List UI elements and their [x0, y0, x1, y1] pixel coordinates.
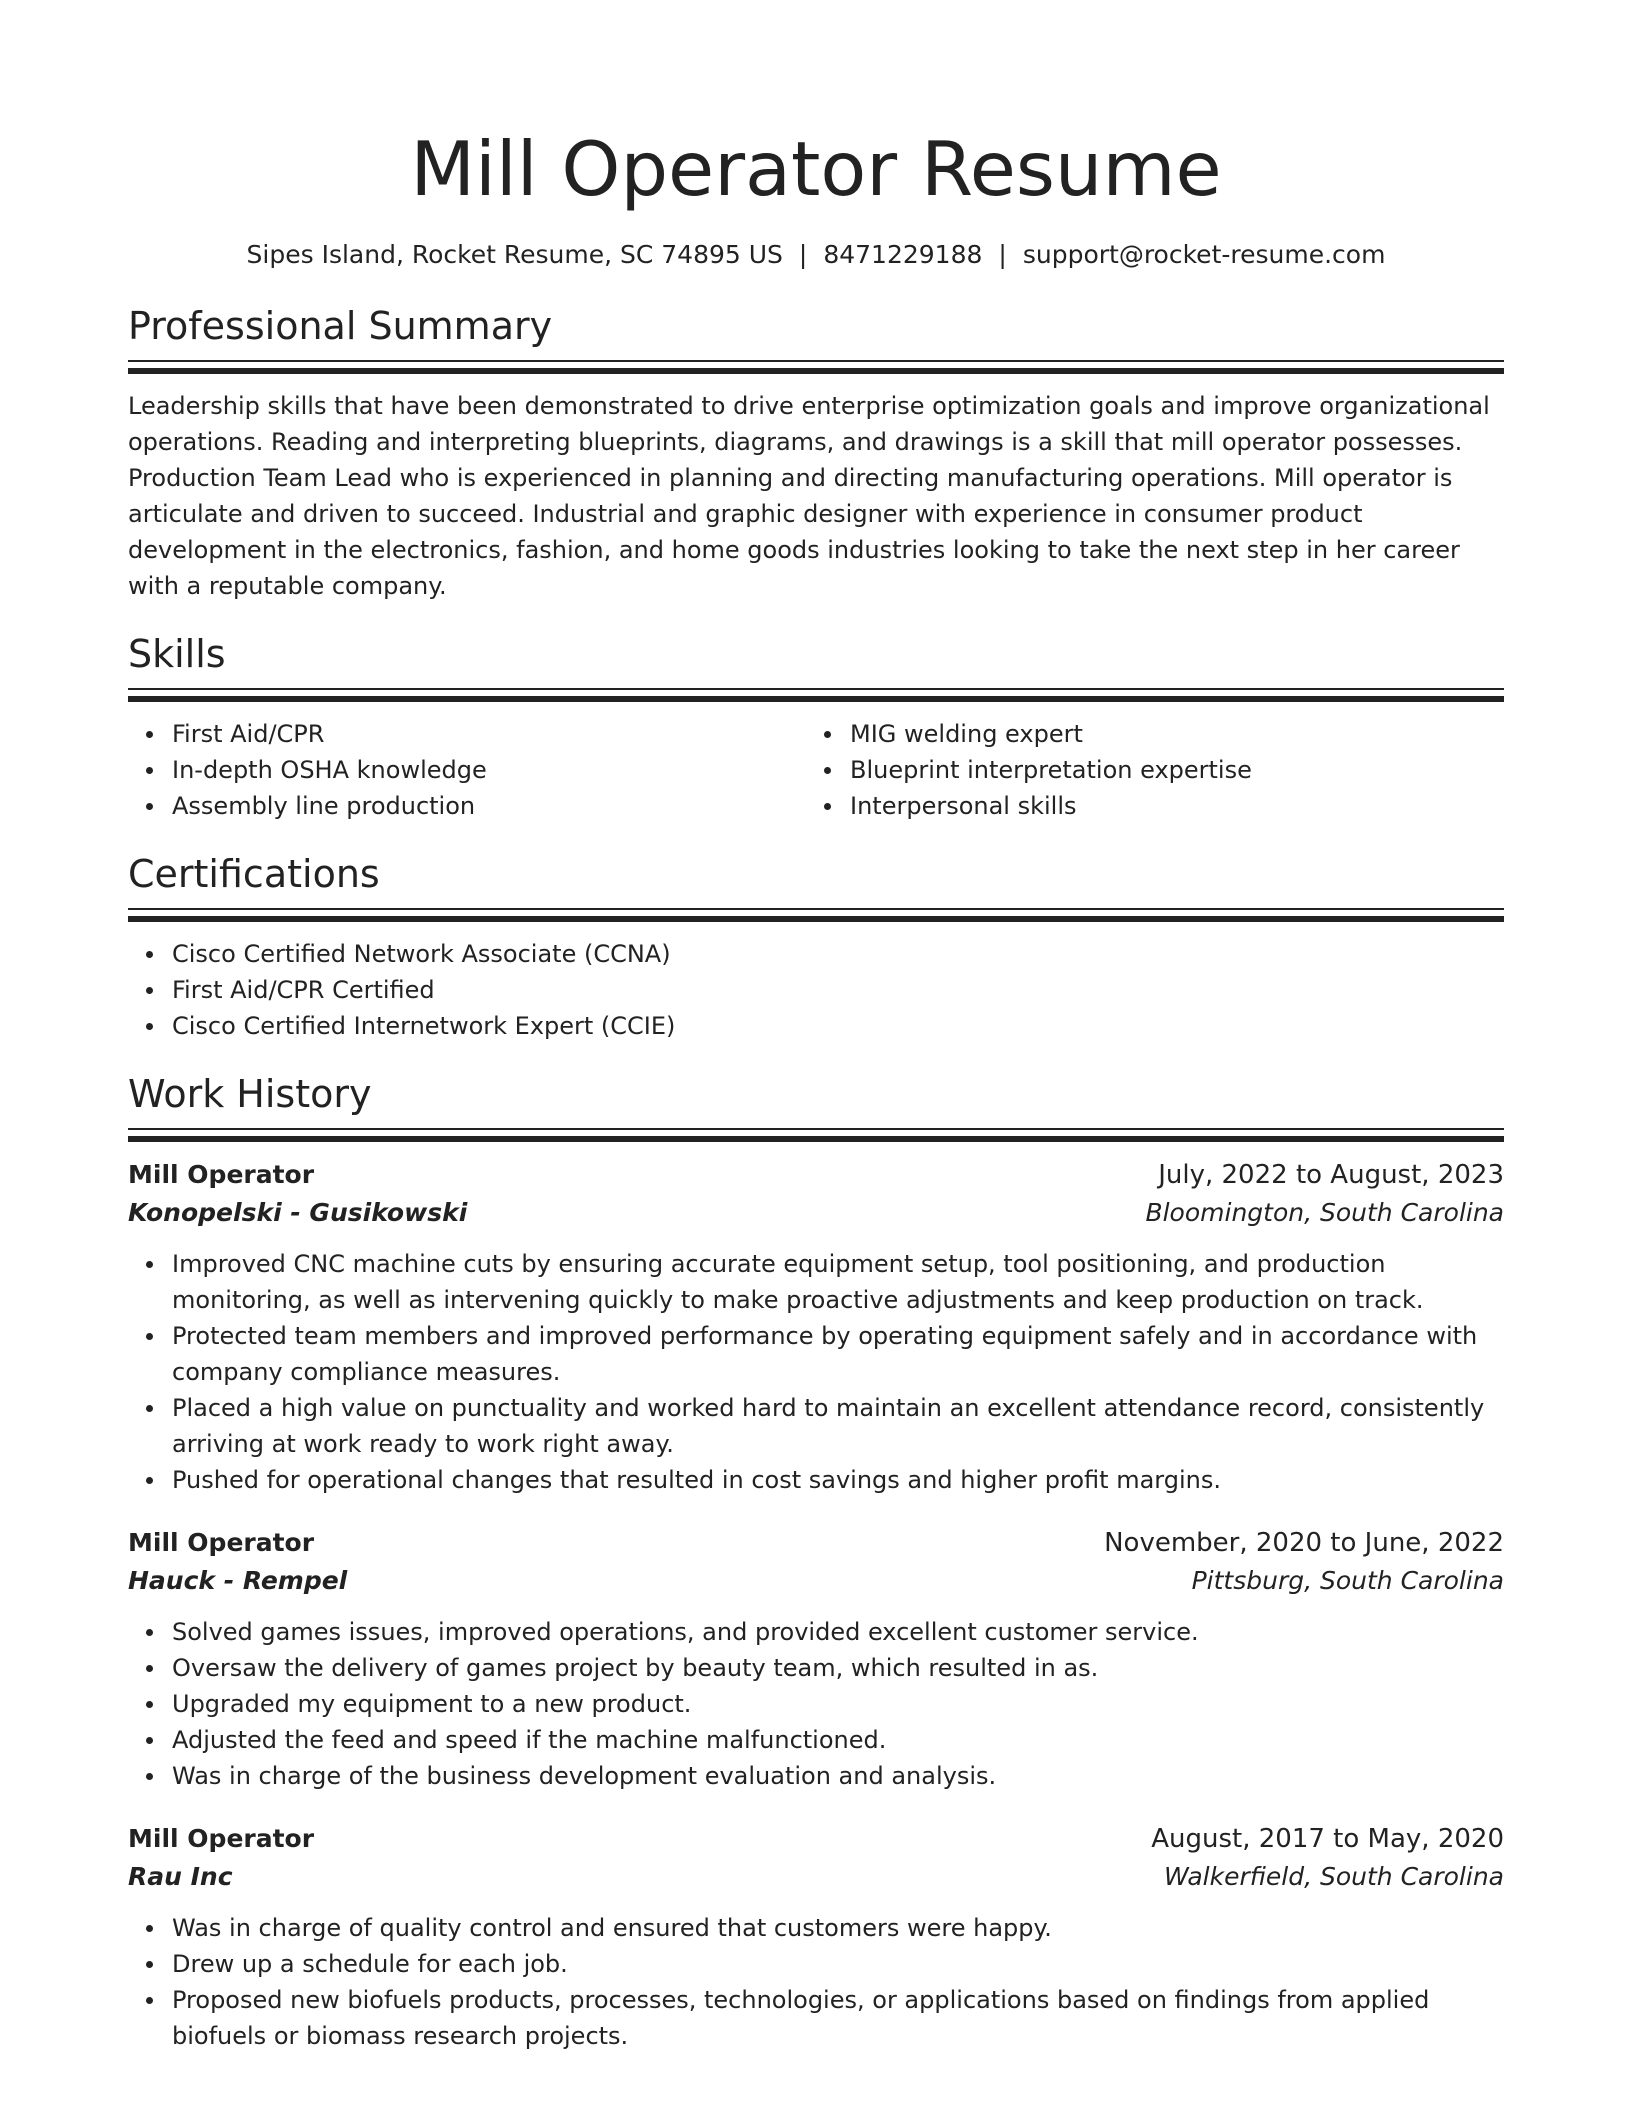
- job-company: Hauck - Rempel: [128, 1566, 348, 1595]
- skill-item: Interpersonal skills: [850, 788, 1504, 824]
- skill-item: First Aid/CPR: [172, 716, 806, 752]
- job-duty: Protected team members and improved performance by operating equipment safely and in accordance with company compliance measures.: [172, 1318, 1504, 1390]
- certification-item: Cisco Certified Internetwork Expert (CCIE): [172, 1008, 1504, 1044]
- skills-grid: [128, 716, 1504, 824]
- job-duty: Solved games issues, improved operations, and provided excellent customer service.: [172, 1614, 1504, 1650]
- job-company: Rau Inc: [128, 1862, 233, 1891]
- job-company-row: [128, 1858, 1504, 1896]
- job-duty: Placed a high value on punctuality and worked hard to maintain an excellent attendance record, consistently arriving at work ready to work right away.: [172, 1390, 1504, 1462]
- job-location: Pittsburg, South Carolina: [1191, 1566, 1504, 1595]
- skills-heading: Skills: [128, 632, 226, 676]
- skills-list-right: [806, 716, 1504, 824]
- resume-title: Mill Operator Resume: [410, 125, 1222, 213]
- job-entry: [128, 1524, 1504, 1794]
- summary-section: [128, 302, 1504, 604]
- job-header-row: [128, 1820, 1504, 1858]
- resume-page: [128, 0, 1504, 2080]
- job-company-row: [128, 1194, 1504, 1232]
- section-divider: [128, 688, 1504, 702]
- job-company: Konopelski - Gusikowski: [128, 1198, 468, 1227]
- skills-list-left: [128, 716, 806, 824]
- job-duty: Improved CNC machine cuts by ensuring accurate equipment setup, tool positioning, and production monitoring, as well as intervening quickly to make proactive adjustments and keep production on track.: [172, 1246, 1504, 1318]
- job-entry: [128, 1156, 1504, 1498]
- contact-address: Sipes Island, Rocket Resume, SC 74895 US: [246, 240, 783, 269]
- certification-item: Cisco Certified Network Associate (CCNA): [172, 936, 1504, 972]
- job-duties-list: [128, 1614, 1504, 1794]
- job-duties-list: [128, 1910, 1504, 2054]
- contact-separator: |: [998, 240, 1007, 269]
- job-duties-list: [128, 1246, 1504, 1498]
- job-dates: July, 2022 to August, 2023: [1158, 1160, 1504, 1190]
- certification-item: First Aid/CPR Certified: [172, 972, 1504, 1008]
- certifications-section: [128, 850, 1504, 1044]
- job-title: Mill Operator: [128, 1528, 315, 1557]
- job-duty: Oversaw the delivery of games project by beauty team, which resulted in as.: [172, 1650, 1504, 1686]
- skills-section: [128, 630, 1504, 824]
- skill-item: Blueprint interpretation expertise: [850, 752, 1504, 788]
- job-duty: Proposed new biofuels products, processes, technologies, or applications based on findings from applied biofuels or biomass research projects.: [172, 1982, 1504, 2054]
- contact-email: support@rocket-resume.com: [1022, 240, 1386, 269]
- skill-item: Assembly line production: [172, 788, 806, 824]
- certifications-heading: Certifications: [128, 852, 380, 896]
- work-history-heading: Work History: [128, 1072, 372, 1116]
- job-duty: Adjusted the feed and speed if the machine malfunctioned.: [172, 1722, 1504, 1758]
- job-duty: Was in charge of quality control and ensured that customers were happy.: [172, 1910, 1504, 1946]
- work-history-section: [128, 1070, 1504, 2054]
- certifications-list: [128, 936, 1504, 1044]
- section-divider: [128, 360, 1504, 374]
- skill-item: In-depth OSHA knowledge: [172, 752, 806, 788]
- job-title: Mill Operator: [128, 1824, 315, 1853]
- job-location: Walkerfield, South Carolina: [1163, 1862, 1504, 1891]
- section-divider: [128, 1128, 1504, 1142]
- job-entry: [128, 1820, 1504, 2054]
- job-header-row: [128, 1524, 1504, 1562]
- job-dates: August, 2017 to May, 2020: [1151, 1824, 1504, 1854]
- job-company-row: [128, 1562, 1504, 1600]
- summary-text: Leadership skills that have been demonstrated to drive enterprise optimization goals and improve organizational operations. Reading and interpreting blueprints, diagrams, and drawings is a skill that mill operator possesses. Production Team Lead who is experienced in planning and directing manufacturing operations. Mill operator is articulate and driven to succeed. Industrial and graphic designer with experience in consumer product development in the electronics, fashion, and home goods industries looking to take the next step in her career with a reputable company.: [128, 392, 1490, 600]
- job-header-row: [128, 1156, 1504, 1194]
- contact-phone: 8471229188: [823, 240, 983, 269]
- summary-heading: Professional Summary: [128, 304, 553, 348]
- job-duty: Upgraded my equipment to a new product.: [172, 1686, 1504, 1722]
- skill-item: MIG welding expert: [850, 716, 1504, 752]
- contact-separator: |: [798, 240, 808, 269]
- job-duty: Pushed for operational changes that resulted in cost savings and higher profit margins.: [172, 1462, 1504, 1498]
- contact-line: [128, 238, 1504, 272]
- job-location: Bloomington, South Carolina: [1145, 1198, 1504, 1227]
- section-divider: [128, 908, 1504, 922]
- job-title: Mill Operator: [128, 1160, 315, 1189]
- job-dates: November, 2020 to June, 2022: [1104, 1528, 1504, 1558]
- job-duty: Was in charge of the business development evaluation and analysis.: [172, 1758, 1504, 1794]
- job-duty: Drew up a schedule for each job.: [172, 1946, 1504, 1982]
